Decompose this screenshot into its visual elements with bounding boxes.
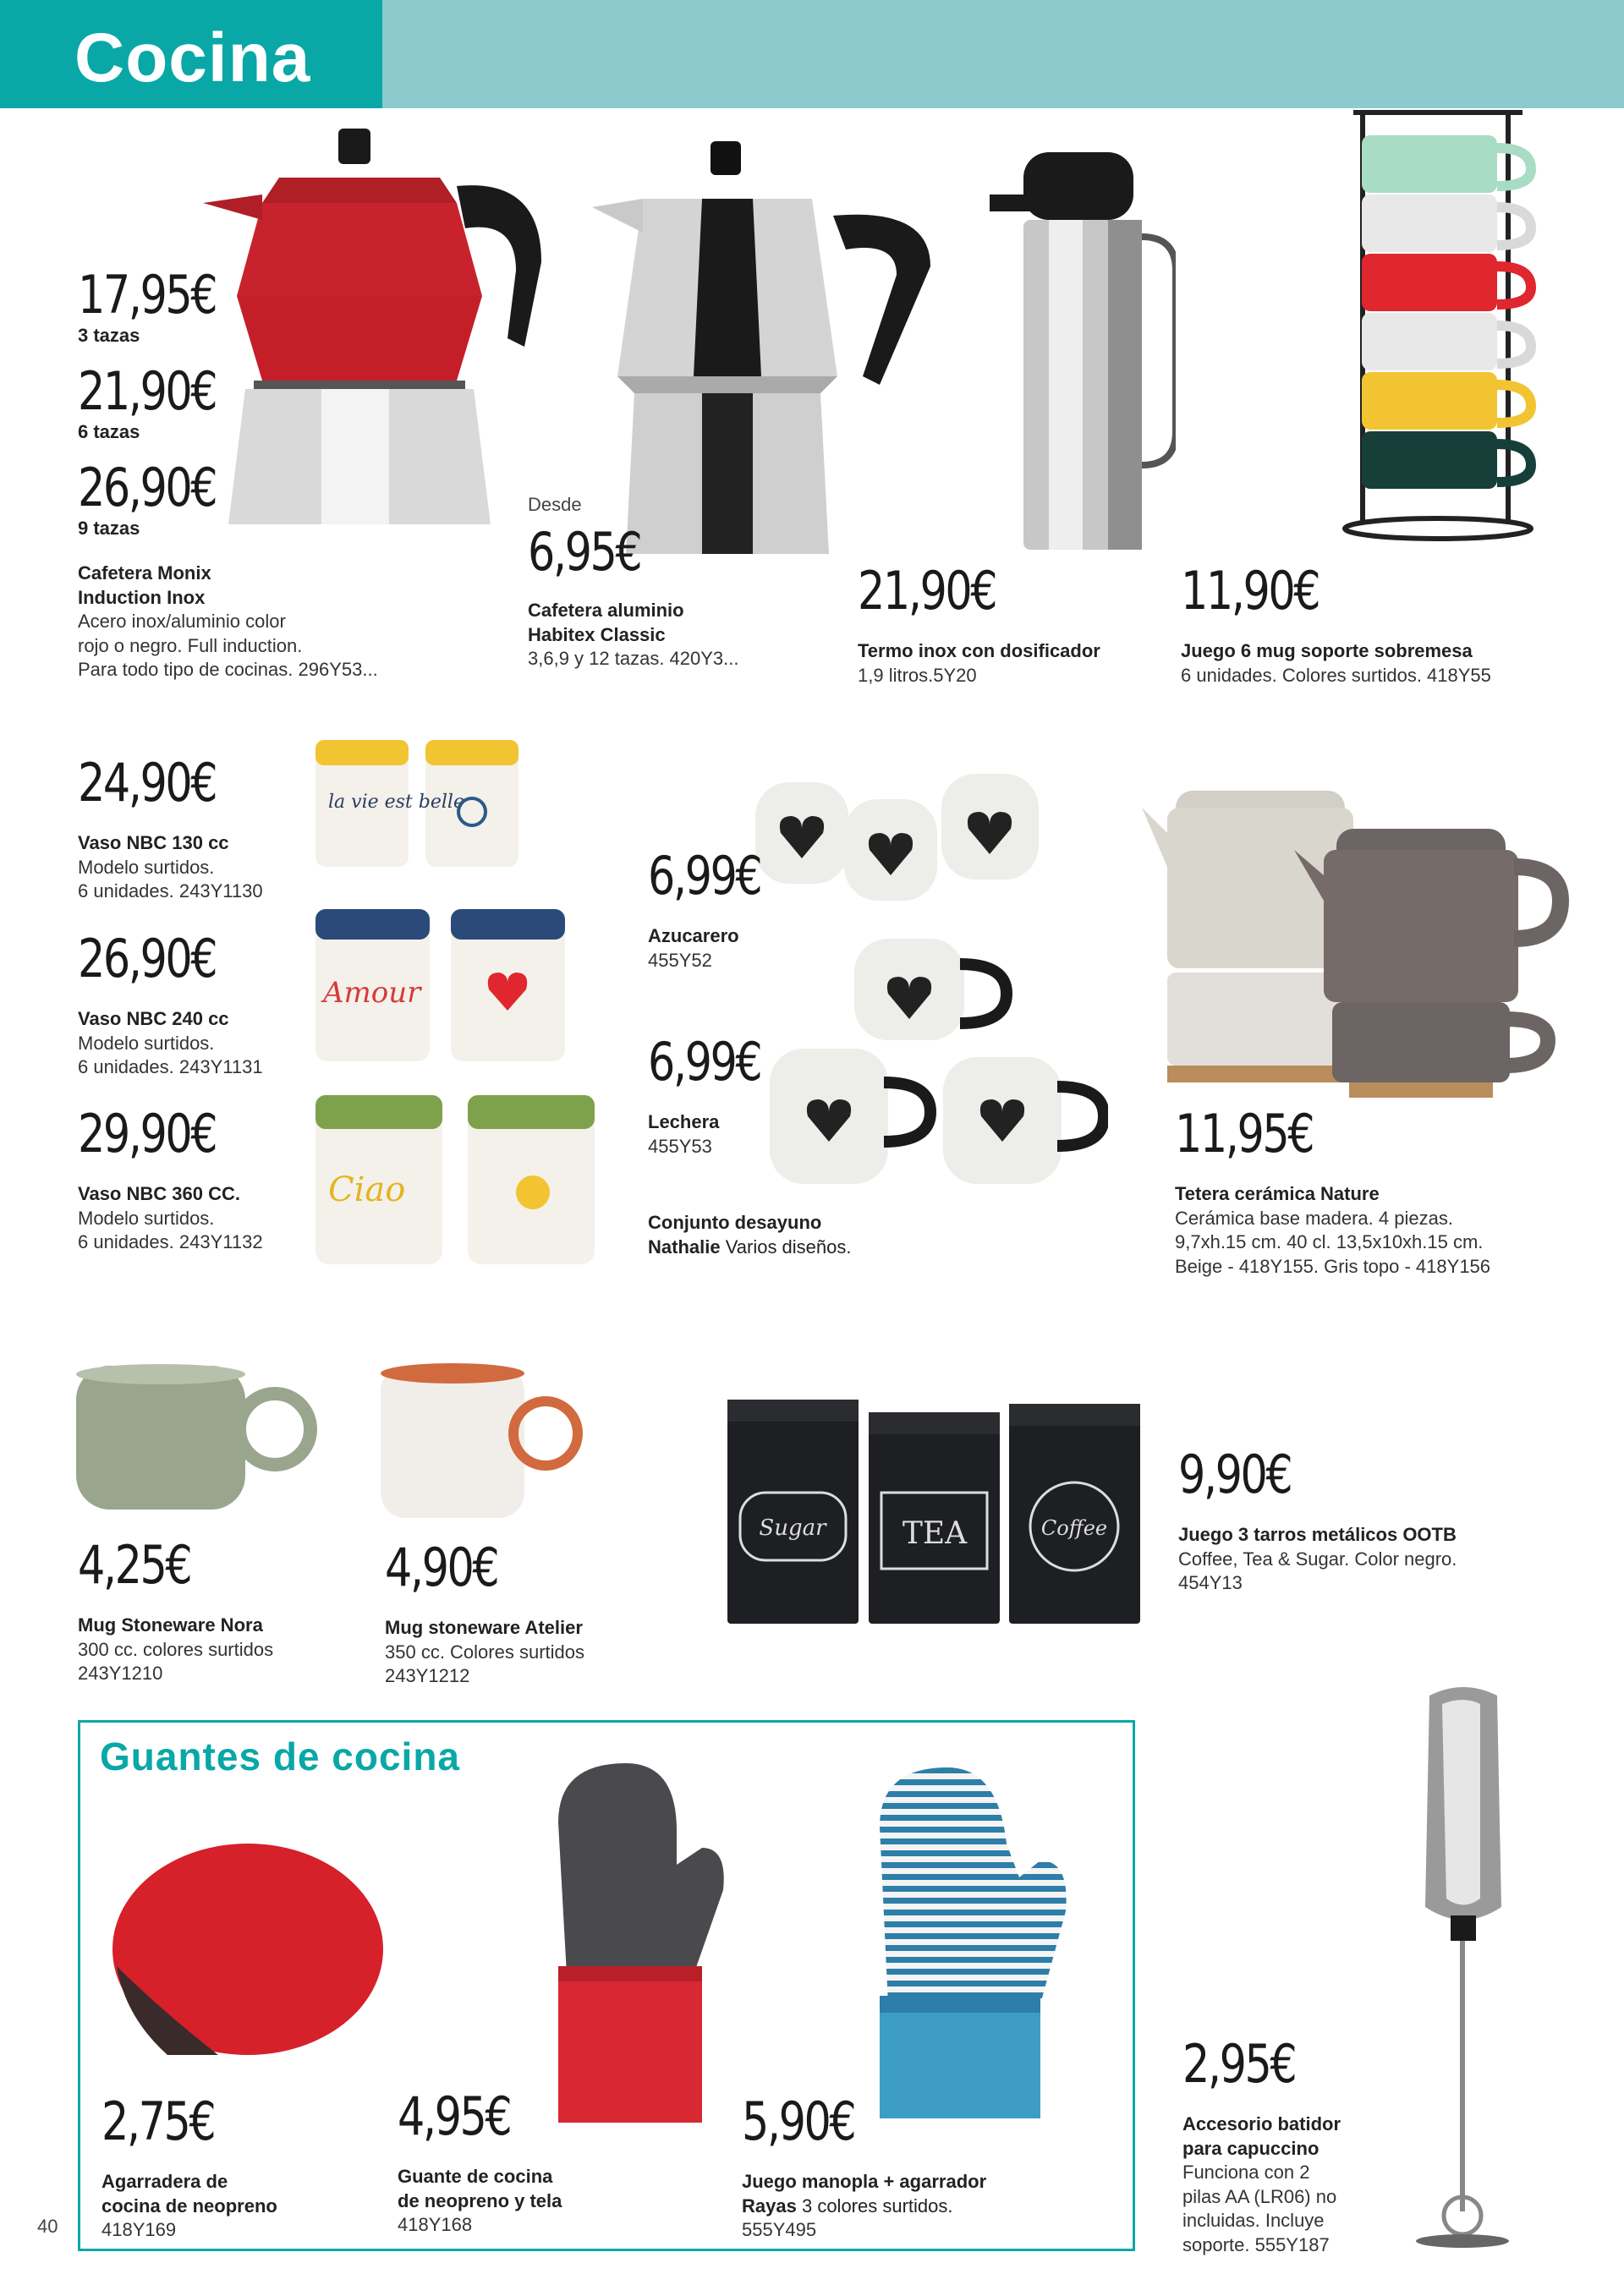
product-desc: 3,6,9 y 12 tazas. 420Y3... <box>528 648 739 670</box>
product-name: Tetera cerámica Nature <box>1175 1183 1380 1204</box>
price: 26,90€ <box>78 928 217 989</box>
product-juego-mug <box>1181 560 1587 688</box>
tin-label-sugar: Sugar <box>759 1515 826 1541</box>
product-desc: 350 cc. Colores surtidos 243Y1212 <box>385 1641 584 1687</box>
product-desc: 455Y52 <box>648 949 712 971</box>
milk-frother-image <box>1404 1679 1522 2254</box>
tin-label-tea: TEA <box>902 1516 968 1551</box>
product-desc: Acero inox/aluminio color rojo o negro. Full induction. Para todo tipo de cocinas. 296Y53... <box>78 611 378 681</box>
product-name: Vaso NBC 360 CC. <box>78 1183 240 1204</box>
product-cafetera-monix <box>78 264 450 682</box>
price-9-tazas: 26,90€ <box>78 457 217 518</box>
price: 4,25€ <box>78 1534 191 1596</box>
product-desc: 455Y53 <box>648 1135 712 1157</box>
mug-nora-image <box>68 1362 321 1514</box>
thermos-image <box>990 152 1176 558</box>
product-vaso-130 <box>78 752 332 904</box>
price: 11,95€ <box>1175 1103 1314 1164</box>
size-3-tazas: 3 tazas <box>78 325 140 346</box>
mug-atelier-image <box>372 1362 592 1522</box>
mug-stack-image <box>1336 101 1548 541</box>
tins-image <box>723 1400 1146 1628</box>
product-name: Juego 3 tarros metálicos OOTB <box>1178 1524 1457 1545</box>
price-6-tazas: 21,90€ <box>78 360 217 422</box>
price: 21,90€ <box>858 560 996 622</box>
product-vaso-360 <box>78 1103 332 1255</box>
price: 6,99€ <box>648 1031 761 1093</box>
product-name: Juego 6 mug soporte sobremesa <box>1181 640 1473 661</box>
price: 29,90€ <box>78 1103 217 1164</box>
product-desc: Modelo surtidos. 6 unidades. 243Y1130 <box>78 856 263 902</box>
product-manopla <box>742 2091 1097 2243</box>
price: 24,90€ <box>78 752 217 814</box>
product-lechera <box>648 1031 868 1159</box>
product-termo <box>858 560 1179 688</box>
oven-glove-image <box>533 1755 727 2127</box>
product-desc: 300 cc. colores surtidos 243Y1210 <box>78 1638 274 1685</box>
page-number: 40 <box>37 2216 58 2237</box>
product-agarradera <box>102 2091 389 2243</box>
product-desc: Coffee, Tea & Sugar. Color negro. 454Y13 <box>1178 1548 1457 1594</box>
cup-text: la vie est belle <box>328 792 464 813</box>
product-desc: 3 colores surtidos. <box>801 2195 953 2217</box>
product-name-1: Conjunto desayuno <box>648 1212 822 1233</box>
product-batidor <box>1182 2033 1419 2258</box>
product-desc: Modelo surtidos. 6 unidades. 243Y1131 <box>78 1032 263 1078</box>
cup-text: Amour <box>323 976 421 1010</box>
cups-360-image <box>311 1091 599 1269</box>
tin-label-coffee: Coffee <box>1040 1516 1108 1540</box>
product-mug-nora <box>78 1534 365 1686</box>
product-name: Cafetera aluminio Habitex Classic <box>528 600 684 645</box>
product-name-2: Rayas <box>742 2195 797 2217</box>
cups-240-image <box>311 905 565 1066</box>
striped-mitt-image <box>871 1767 1074 2123</box>
price: 11,90€ <box>1181 560 1320 622</box>
price: 6,99€ <box>648 845 761 907</box>
product-name: Cafetera Monix Induction Inox <box>78 562 211 608</box>
product-desc: 418Y168 <box>398 2214 473 2236</box>
product-desc: 1,9 litros.5Y20 <box>858 664 977 686</box>
product-desc: Modelo surtidos. 6 unidades. 243Y1132 <box>78 1207 263 1253</box>
product-name: Azucarero <box>648 925 739 946</box>
size-9-tazas: 9 tazas <box>78 518 140 539</box>
product-name: Guante de cocina de neopreno y tela <box>398 2166 562 2211</box>
price: 2,95€ <box>1182 2033 1296 2095</box>
product-guante <box>398 2085 702 2238</box>
guantes-title: Guantes de cocina <box>100 1734 461 1778</box>
red-pot-holder-image <box>108 1839 387 2063</box>
cups-130-image <box>311 736 523 871</box>
page-title: Cocina <box>74 19 311 96</box>
product-desc: Funciona con 2 pilas AA (LR06) no incluidas. Incluye soporte. 555Y187 <box>1182 2162 1337 2255</box>
product-tetera <box>1175 1103 1598 1279</box>
product-desc: Varios diseños. <box>725 1236 852 1258</box>
product-name: Mug Stoneware Nora <box>78 1614 263 1636</box>
product-name: Lechera <box>648 1111 720 1132</box>
product-name: Agarradera de cocina de neopreno <box>102 2171 277 2217</box>
product-name: Juego manopla + agarrador <box>742 2171 987 2192</box>
product-mug-atelier <box>385 1537 672 1689</box>
product-name: Vaso NBC 240 cc <box>78 1008 229 1029</box>
price-3-tazas: 17,95€ <box>78 264 217 326</box>
size-6-tazas: 6 tazas <box>78 421 140 442</box>
price: 2,75€ <box>102 2091 215 2152</box>
product-name: Termo inox con dosificador <box>858 640 1100 661</box>
product-name: Mug stoneware Atelier <box>385 1617 583 1638</box>
product-tarros <box>1178 1444 1584 1596</box>
price: 4,90€ <box>385 1537 498 1598</box>
price-prefix: Desde <box>528 494 582 515</box>
price: 6,95€ <box>528 521 641 583</box>
teapot-set-image <box>1142 774 1573 1112</box>
product-cafetera-habitex <box>528 494 832 671</box>
product-name-2: Nathalie <box>648 1236 721 1258</box>
price: 4,95€ <box>398 2085 511 2147</box>
product-desc: 6 unidades. Colores surtidos. 418Y55 <box>1181 664 1491 686</box>
product-vaso-240 <box>78 928 332 1080</box>
product-code: 555Y495 <box>742 2219 817 2241</box>
cup-text: Ciao <box>328 1170 406 1209</box>
product-conjunto-nathalie <box>648 1211 1054 1259</box>
product-name: Vaso NBC 130 cc <box>78 832 229 853</box>
product-name: Accesorio batidor para capuccino <box>1182 2113 1341 2159</box>
product-desc: Cerámica base madera. 4 piezas. 9,7xh.15 cm. 40 cl. 13,5x10xh.15 cm. Beige - 418Y155. Gris topo - 418Y156 <box>1175 1207 1491 1277</box>
product-desc: 418Y169 <box>102 2219 177 2241</box>
price: 9,90€ <box>1178 1444 1292 1505</box>
price: 5,90€ <box>742 2091 855 2152</box>
